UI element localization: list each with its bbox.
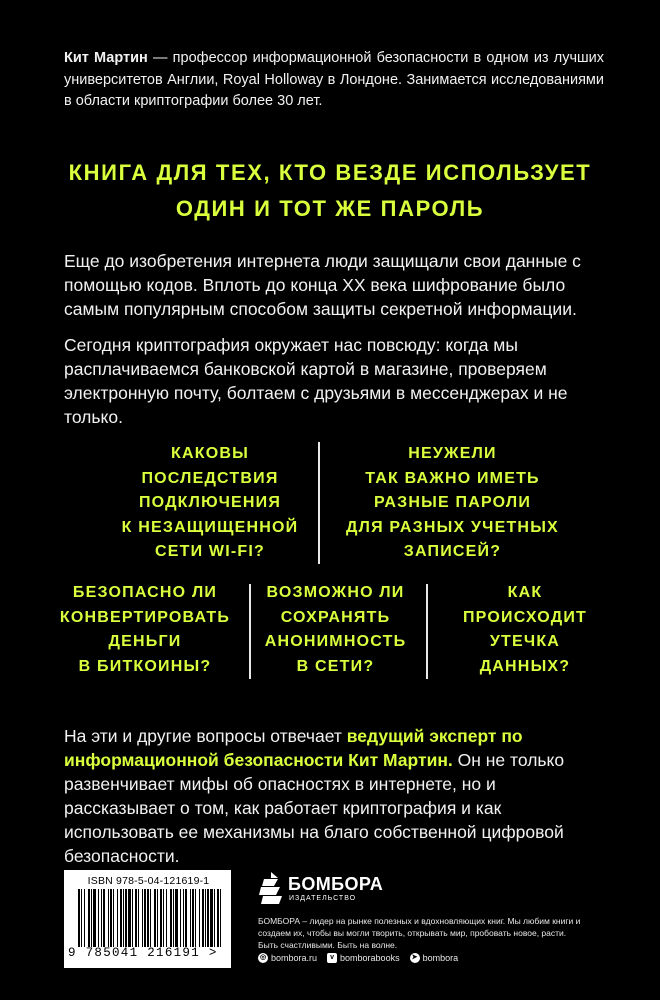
intro-paragraph-1: Еще до изобретения интернета люди защищали свои данные с помощью кодов. Вплоть до конца XX века шифрование было самым популярным способом защиты секретной информации. (64, 251, 581, 319)
author-bio-text: — профессор информационной безопасности в одном из лучших университетов Англии, Royal Holloway в Лондоне. Занимается исследованиями в области криптографии более 30 лет. (64, 50, 604, 109)
question-line: АНОНИМНОСТЬ (264, 633, 407, 650)
question-line: ПРОИСХОДИТ (462, 608, 587, 626)
question-line: КОНВЕРТИРОВАТЬ (59, 608, 231, 626)
barcode-bar (117, 889, 118, 947)
question-wifi (95, 442, 325, 565)
barcode-bar (183, 889, 184, 947)
barcode-bar (84, 889, 85, 947)
barcode-bar (125, 889, 127, 947)
barcode-bar (217, 889, 219, 947)
question-line: В СЕТИ? (296, 657, 375, 675)
question-line: СЕТИ WI-FI? (154, 543, 265, 560)
barcode-bars (76, 889, 224, 947)
barcode-bar (207, 889, 209, 947)
barcode-bar (163, 889, 164, 947)
publisher-sub: ИЗДАТЕЛЬСТВО (289, 895, 357, 902)
question-line: ДЛЯ РАЗНЫХ УЧЕТНЫХ (346, 518, 559, 536)
closing-text-start: На эти и другие вопросы отвечает (64, 726, 347, 746)
question-line: СОХРАНЯТЬ (280, 608, 391, 626)
question-line: ПОДКЛЮЧЕНИЯ (138, 494, 282, 511)
social-telegram[interactable] (410, 953, 459, 963)
barcode-bar (157, 889, 158, 947)
barcode-bar (93, 889, 96, 947)
intro-paragraph-2: Сегодня криптография окружает нас повсюду: когда мы расплачиваемся банковской картой в магазине, проверяем электронную почту, болтаем с друзьями в мессенджерах и не только. (64, 335, 568, 427)
publisher-block (258, 860, 618, 975)
headline-line-1: КНИГА ДЛЯ ТЕХ, КТО ВЕЗДЕ ИСПОЛЬЗУЕТ (68, 160, 592, 185)
question-line: ТАК ВАЖНО ИМЕТЬ (365, 469, 540, 487)
barcode-bar (91, 889, 92, 947)
divider-vertical (249, 584, 251, 679)
closing-highlight: ведущий эксперт по информационной безопасности Кит Мартин. (64, 726, 523, 770)
question-bitcoin (45, 581, 245, 679)
barcode (64, 870, 231, 968)
question-line: В БИТКОИНЫ? (78, 657, 212, 675)
social-vk[interactable] (327, 953, 400, 963)
author-name: Кит Мартин (64, 50, 148, 66)
barcode-bar (120, 889, 122, 947)
barcode-bar (113, 889, 114, 947)
barcode-bar (180, 889, 181, 947)
author-bio (64, 48, 604, 113)
headline (40, 155, 620, 227)
question-data-leak (435, 581, 615, 679)
question-anonymity (253, 581, 418, 679)
isbn-number: ISBN 978-5-04-121619-1 (87, 875, 210, 887)
barcode-bar (202, 889, 204, 947)
headline-line-2: ОДИН И ТОТ ЖЕ ПАРОЛЬ (175, 196, 485, 221)
bombora-logo-icon (258, 870, 284, 906)
closing-text-end: Он не только развенчивает мифы об опасностях в интернете, но и рассказывает о том, как работает криптография и как использовать ее механизмы на благо собственной цифровой безопасности. (64, 750, 565, 866)
social-label: bombora.ru (271, 953, 318, 963)
barcode-bar (170, 889, 172, 947)
barcode-bar (138, 889, 139, 947)
barcode-bar (166, 889, 167, 947)
question-line: КАК (507, 584, 543, 601)
barcode-bar (214, 889, 215, 947)
question-passwords (330, 442, 575, 565)
social-label: bombora (422, 953, 459, 963)
closing-paragraph (64, 724, 604, 868)
barcode-bar (103, 889, 105, 947)
barcode-bar (123, 889, 124, 947)
barcode-bar (210, 889, 213, 947)
barcode-bar (110, 889, 112, 947)
barcode-bar (190, 889, 191, 947)
barcode-bar (199, 889, 200, 947)
barcode-bar (132, 889, 133, 947)
divider-vertical (426, 584, 428, 679)
barcode-bar (195, 889, 196, 947)
barcode-bar (88, 889, 90, 947)
barcode-bar (185, 889, 187, 947)
question-line: УТЕЧКА (489, 633, 561, 650)
question-line: ДЕНЬГИ (108, 633, 182, 650)
barcode-bar (160, 889, 162, 947)
barcode-bar (144, 889, 146, 947)
telegram-icon: ➤ (410, 953, 420, 963)
barcode-bar (98, 889, 99, 947)
instagram-icon: ◎ (259, 954, 267, 961)
question-line: К НЕЗАЩИЩЕННОЙ (121, 518, 299, 536)
question-line: ВОЗМОЖНО ЛИ (266, 584, 405, 601)
question-line: РАЗНЫЕ ПАРОЛИ (373, 494, 532, 511)
barcode-bar (154, 889, 156, 947)
barcode-bar (81, 889, 82, 947)
barcode-bar (101, 889, 102, 947)
question-line: НЕУЖЕЛИ (408, 445, 497, 462)
barcode-bar (173, 889, 174, 947)
barcode-bar (175, 889, 178, 947)
publisher-description: БОМБОРА – лидер на рынке полезных и вдохновляющих книг. Мы любим книги и создаем их, чтобы вы могли творить, открывать мир, пробовать новое, расти. Быть счастливыми. Быть на волне. (258, 916, 581, 950)
social-label: bomborabooks (340, 953, 400, 963)
barcode-bar (147, 889, 149, 947)
barcode-bar (142, 889, 143, 947)
barcode-bar (150, 889, 151, 947)
publisher-name: БОМБОРА (288, 874, 384, 894)
barcode-bar (205, 889, 206, 947)
barcode-bar (78, 889, 80, 947)
barcode-bar (128, 889, 131, 947)
social-site[interactable] (258, 953, 317, 963)
barcode-bar (220, 889, 221, 947)
question-line: КАКОВЫ (171, 445, 249, 462)
question-line: БЕЗОПАСНО ЛИ (72, 584, 218, 601)
barcode-bar (135, 889, 137, 947)
question-line: ДАННЫХ? (479, 657, 571, 675)
barcode-bar (108, 889, 109, 947)
barcode-digits: 9 785041 216191 > (68, 946, 218, 960)
question-line: ПОСЛЕДСТВИЯ (141, 469, 279, 487)
divider-vertical (318, 442, 320, 564)
social-links (258, 953, 588, 963)
barcode-bar (192, 889, 194, 947)
vk-icon: v (327, 953, 337, 963)
question-line: ЗАПИСЕЙ? (403, 543, 502, 560)
